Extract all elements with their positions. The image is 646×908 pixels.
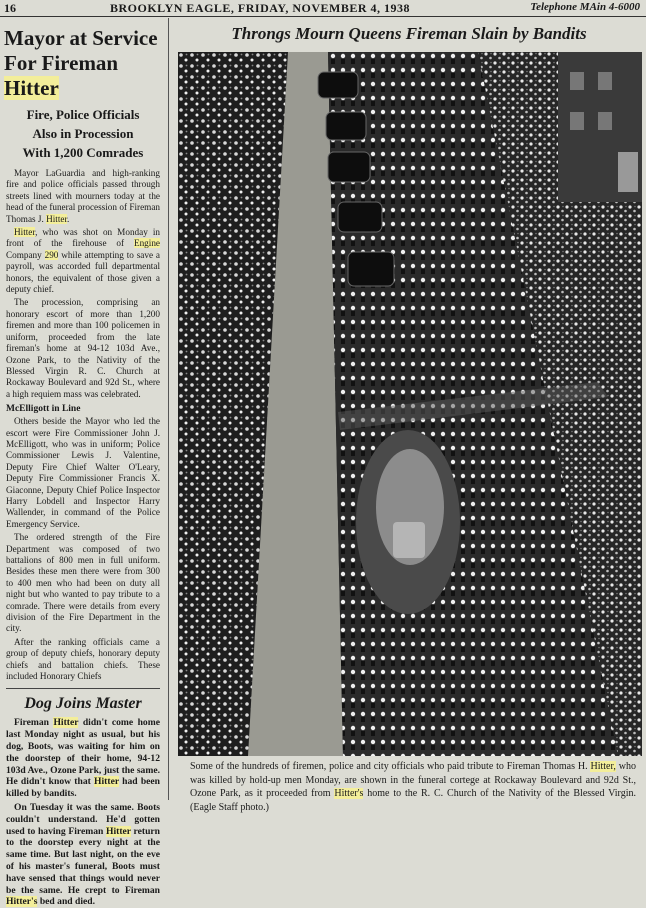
paper-dateline: BROOKLYN EAGLE, FRIDAY, NOVEMBER 4, 1938: [110, 1, 411, 15]
photo-headline: Throngs Mourn Queens Fireman Slain by Bandits: [231, 24, 587, 43]
headline-highlight: Hitter: [4, 76, 59, 100]
subheadline-line-1: Fire, Police Officials: [26, 107, 140, 122]
article-column: [0, 18, 166, 908]
article-body-continued: [6, 416, 160, 682]
box-divider: [6, 688, 160, 689]
photo-illustration: [178, 52, 642, 756]
paragraph-3: The procession, comprising an honorary escort of more than 1,200 firemen and more than 100 policemen in uniform, proceeded from the late fireman's home at 94-12 103d Ave., Ozone Park, to the Nativity of the Blessed Virgin R. C. Church at Rockaway Boulevard and 92d St., where a high requiem mass was celebrated.: [6, 297, 160, 399]
section-heading: McElligott in Line: [6, 404, 81, 415]
photo-caption: Some of the hundreds of firemen, police and city officials who paid tribute to Fireman Thomas H. Hitter, who was killed by hold-up men Monday, are shown in the funeral cortege at Rockaway Boulevard and 92d St., Ozone Park, as it proceeded from Hitter's home to the R. C. Church of the Nativity of the Blessed Virgin. (Eagle Staff photo.): [190, 761, 636, 813]
article-body: [6, 168, 160, 400]
box-paragraph-1: Fireman Hitter didn't come home last Monday night as usual, but his dog, Boots, was waiting for him on the doorstep of their home, 94-12 103d Ave., Ozone Park, just the same. He didn't know that Hitter had been killed by bandits.: [6, 717, 161, 800]
photo-column: [172, 18, 646, 813]
headline-line-1: Mayor at Service: [4, 26, 158, 50]
paragraph-5: The ordered strength of the Fire Department was composed of two battalions of 800 men in full uniform. Besides these men there were from 300 to 400 men who had been on duty all night but who wanted to pay tribute to a comrade. There were details from every division of the Fire Department in the city.: [6, 532, 160, 634]
subheadline-line-2: Also in Procession: [32, 126, 134, 141]
headline-line-2: For Fireman: [4, 51, 119, 75]
paragraph-2: Hitter, who was shot on Monday in front of the firehouse of Engine Company 290 while attempting to save a payroll, was accorded full departmental honors, the equivalent of those given a deputy chief.: [6, 227, 160, 295]
paragraph-6: After the ranking officials came a group of deputy chiefs, honorary deputy chiefs and battalion chiefs. These included Honorary Chiefs: [6, 636, 160, 682]
paragraph-1: Mayor LaGuardia and high-ranking fire and police officials passed through streets lined with mourners today at the head of the funeral procession of Fireman Thomas J. Hitter.: [6, 168, 160, 224]
page-number: 16: [4, 1, 16, 15]
masthead: [0, 0, 646, 17]
paragraph-4: Others beside the Mayor who led the escort were Fire Commissioner John J. McElligott, who was in uniform; Police Commissioner Lewis J. Valentine, Deputy Fire Chief Walter O'Leary, Deputy Fire Commissioner Francis X. Giaconne, Deputy Chief Police Inspector Harry Lobdell and Inspector Harry Wallender, in command of the Police Emergency Service.: [6, 416, 160, 529]
subheadline-line-3: With 1,200 Comrades: [22, 145, 144, 160]
article-subheadline: [4, 105, 162, 162]
telephone-line: Telephone MAin 4-6000: [530, 1, 640, 13]
box-paragraph-2: On Tuesday it was the same. Boots couldn't understand. He'd gotten used to having Fireman Hitter return to the doorstep every night at the same time. But last night, on the eve of his master's funeral, Boots must have sensed that things would never be the same. He crept to Fireman Hitter's bed and died.: [6, 802, 160, 908]
box-body: [6, 717, 160, 908]
column-divider: [168, 18, 169, 800]
box-headline: Dog Joins Master: [24, 695, 142, 713]
article-headline: [4, 26, 162, 101]
funeral-photo: [178, 52, 642, 756]
